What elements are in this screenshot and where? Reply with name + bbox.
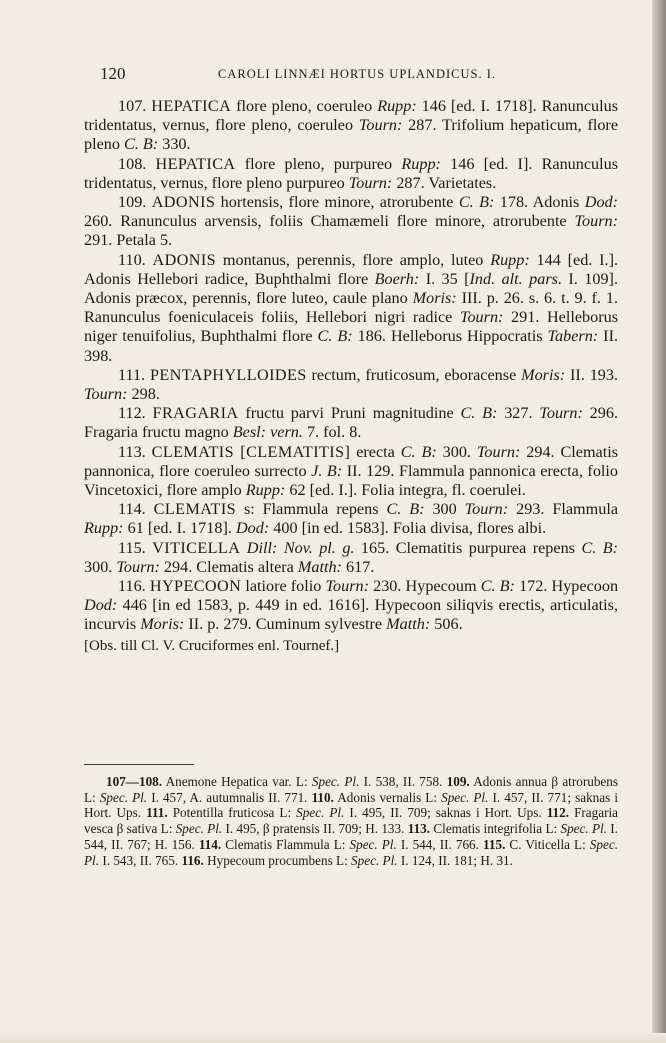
entry-text: II. 129. Flammula pannonica erecta, folio Vincetoxici, flore amplo	[84, 461, 618, 500]
citation: C. B:	[480, 577, 515, 596]
citation: Boerh:	[374, 269, 420, 288]
entry-description: flore pleno, purpureo	[244, 154, 393, 173]
citation: Rupp:	[84, 519, 124, 538]
entry-text: II. 193.	[565, 365, 619, 384]
citation: Tabern:	[547, 327, 599, 346]
citation: Dod:	[235, 519, 270, 538]
entry-text: II. p. 279. Cuminum sylvestre	[184, 615, 387, 634]
entry-description: rectum, fruticosum, eboracense	[311, 365, 517, 384]
footnote-number: 114.	[198, 836, 222, 852]
citation: C. B:	[124, 135, 159, 154]
entry-text: 291. Petala 5.	[84, 231, 173, 250]
entry-text: 61 [ed. I. 1718].	[123, 519, 236, 538]
entry-text: 287. Varietates.	[392, 173, 497, 192]
footnote-citation: Spec. Pl.	[311, 774, 360, 789]
entry-description: hortensis, flore minore, atrorubente	[220, 193, 454, 212]
citation: C. B:	[400, 442, 437, 461]
genus-name: ADONIS	[152, 250, 217, 269]
footnote-text: I. 543, II. 765.	[99, 852, 182, 868]
entry-text: 260. Ranunculus arvensis, foliis Chamæmeli flore minore, atrorubente	[84, 212, 575, 231]
footnote-number: 112.	[546, 805, 570, 821]
citation: C. B:	[386, 500, 425, 519]
citation: Tourn:	[574, 212, 618, 231]
citation: Tourn:	[459, 308, 504, 327]
genus-name: HEPATICA	[151, 97, 232, 115]
genus-name: CLEMATIS	[153, 500, 237, 519]
entry-description: fructu parvi Pruni magnitudine	[245, 404, 454, 423]
entry-109	[84, 193, 618, 251]
entry-116	[84, 577, 618, 635]
entry-text: II. 398.	[84, 327, 619, 365]
footnote-number: 110.	[311, 789, 334, 805]
entry-text: 62 [ed. I.]. Folia integra, fl. coerulei.	[285, 481, 526, 500]
entry-text: 293. Flammula	[508, 500, 619, 519]
citation: Tourn:	[116, 557, 160, 576]
citation: Moris:	[412, 289, 457, 308]
footnote-number: 109.	[446, 774, 470, 789]
entry-number: 110.	[118, 250, 146, 269]
entry-number: 116.	[118, 577, 146, 596]
citation: Tourn:	[539, 404, 583, 423]
footnote-number: 111.	[146, 805, 168, 821]
genus-name: ADONIS	[151, 193, 216, 212]
entry-text: 146 [ed. I]. Ranunculus tridentatus, vernus, flore pleno purpureo	[84, 154, 619, 192]
entry-number: 111.	[118, 365, 146, 384]
footnote-text: Clematis integrifolia L:	[430, 821, 561, 837]
citation: Dod:	[84, 596, 118, 615]
footnote-citation: Spec. Pl.	[84, 836, 618, 868]
entry-description: montanus, perennis, flore amplo, luteo	[222, 250, 484, 269]
entry-number: 112.	[118, 404, 146, 423]
entry-text: 178. Adonis	[494, 193, 585, 212]
running-title: CAROLI LINNÆI HORTUS UPLANDICUS. I.	[218, 67, 496, 81]
citation: Ind. alt. pars.	[469, 269, 562, 288]
citation: Tourn:	[476, 442, 521, 461]
entry-text: 446 [in ed 1583, p. 449 in ed. 1616]. Hypecoon siliqvis erectis, articulatis, incurvis	[84, 596, 618, 634]
entry-107	[84, 97, 618, 155]
entry-110	[84, 251, 618, 366]
footnote-text: I. 495, β pratensis II. 709; H. 133.	[222, 821, 408, 837]
citation: Rupp:	[377, 97, 417, 115]
entry-113	[84, 443, 618, 501]
footnote-text: I. 495, II. 709; saknas i Hort. Ups.	[344, 805, 547, 821]
footnote-text: I. 457, A. autumnalis II. 771.	[147, 789, 312, 805]
footnote-citation: Spec. Pl.	[175, 821, 223, 837]
genus-name: FRAGARIA	[152, 404, 239, 423]
citation: Besl: vern.	[232, 423, 303, 442]
footnote-text: Adonis vernalis L:	[333, 789, 442, 805]
genus-name: PENTAPHYLLOIDES	[149, 365, 307, 384]
footnote-citation: Spec. Pl.	[560, 821, 607, 837]
entry-text: 294. Clematis pannonica, flore coeruleo surrecto	[84, 442, 619, 480]
entry-text: 287. Trifolium hepaticum, flore pleno	[84, 116, 619, 154]
entry-text: 144 [ed. I.]. Adonis Hellebori radice, Buphthalmi flore	[84, 250, 619, 288]
citation: J. B:	[311, 461, 343, 480]
entry-text: 327.	[497, 404, 540, 423]
citation: Tourn:	[348, 173, 393, 192]
entry-115	[84, 539, 618, 577]
footnote-text: Adonis annua β atrorubens L:	[84, 774, 618, 805]
entry-number: 114.	[118, 500, 146, 519]
entry-number: 107.	[118, 97, 147, 115]
footnote-number: 116.	[181, 852, 204, 868]
footnote-citation: Spec. Pl.	[351, 852, 398, 868]
page-edge	[652, 0, 666, 1043]
footnote-citation: Spec. Pl.	[99, 789, 148, 805]
entry-text: 330.	[158, 135, 191, 154]
citation: Tourn:	[325, 577, 369, 596]
entry-text: 617.	[341, 557, 375, 576]
page-number: 120	[100, 64, 126, 83]
entry-text: 7. fol. 8.	[302, 423, 362, 442]
entry-text: 165. Clematitis purpurea repens	[354, 538, 582, 557]
citation: C. B:	[317, 327, 353, 346]
entry-number: 115.	[118, 538, 146, 557]
entry-text: 230. Hypecoum	[369, 577, 481, 596]
entry-text: 506.	[430, 615, 463, 634]
citation: Rupp:	[245, 481, 286, 500]
entry-text: 146 [ed. I. 1718]. Ranunculus tridentatus, vernus, flore pleno, coeruleo	[84, 97, 619, 135]
genus-name: HYPECOON	[149, 577, 242, 596]
entry-108	[84, 155, 618, 193]
entry-112	[84, 404, 618, 442]
entry-text: 296. Fragaria fructu magno	[84, 404, 618, 442]
entry-text: 291. Helleborus niger tenuifolius, Buphthalmi flore	[84, 308, 618, 346]
footnote-citation: Spec. Pl.	[349, 836, 397, 852]
citation: Matth:	[386, 615, 431, 634]
page-header	[100, 64, 608, 86]
entry-text: 172. Hypecoon	[514, 577, 619, 596]
entry-text: 294. Clematis altera	[159, 557, 298, 576]
footnote-text: I. 538, II. 758.	[359, 774, 447, 789]
genus-name: HEPATICA	[155, 154, 236, 173]
genus-name: VITICELLA	[152, 538, 241, 557]
footnote-text: I. 124, II. 181; H. 31.	[397, 852, 513, 868]
citation: Tourn:	[84, 385, 128, 404]
entry-description: latiore folio	[245, 577, 322, 596]
footnote-citation: Spec. Pl.	[441, 789, 489, 805]
entry-description: erecta	[356, 442, 395, 461]
entry-description: flore pleno, coeruleo	[236, 97, 373, 115]
footnote-text: Anemone Hepatica var. L:	[162, 774, 312, 789]
entry-text: 300.	[436, 442, 477, 461]
citation: Dill: Nov. pl. g.	[246, 538, 355, 557]
entry-111	[84, 366, 618, 404]
footnote-citation: Spec. Pl.	[296, 805, 345, 821]
entry-text: 400 [in ed. 1583]. Folia divisa, flores albi.	[269, 519, 547, 538]
entry-text: 300.	[84, 557, 117, 576]
footnote-text: Fragaria vesca β sativa L:	[84, 805, 618, 837]
entry-description: s: Flammula repens	[243, 500, 379, 519]
citation: Rupp:	[490, 250, 530, 269]
footnote-text: Hypecoum procumbens L:	[203, 852, 352, 868]
footnote-text: I. 544, II. 766.	[396, 836, 484, 852]
obs-note: [Obs. till Cl. V. Cruciformes enl. Tournef.]	[84, 637, 340, 654]
entry-number: 109.	[118, 193, 147, 212]
main-text	[84, 97, 618, 656]
entry-number: 108.	[118, 154, 147, 173]
footnote-number: 113.	[407, 821, 431, 837]
entry-text: III. p. 26. s. 6. t. 9. f. 1. Ranunculus foeniculaceis foliis, Hellebori nigri radice	[84, 289, 619, 327]
citation: C. B:	[458, 193, 495, 212]
entry-text: 298.	[127, 385, 160, 404]
citation: Moris:	[140, 615, 185, 634]
entry-text: I. 109]. Adonis præcox, perennis, flore luteo, caule plano	[84, 269, 618, 308]
entry-text: I. 35 [	[419, 269, 470, 288]
entry-text: 186. Helleborus Hippocratis	[352, 327, 548, 346]
footnote-rule	[84, 764, 194, 765]
citation: Dod:	[584, 193, 619, 212]
entry-text	[392, 155, 401, 173]
citation: Tourn:	[464, 500, 509, 519]
entry-text: 300	[424, 500, 465, 519]
footnote-number: 107—108.	[106, 774, 163, 789]
genus-name: CLEMATIS [CLEMATITIS]	[151, 442, 351, 461]
footnote-text: C. Viticella L:	[505, 836, 590, 852]
citation: Matth:	[297, 557, 342, 576]
citation: Rupp:	[401, 154, 441, 173]
citation: Tourn:	[358, 116, 403, 135]
entry-number: 113.	[118, 442, 146, 461]
footnote-text: Clematis Flammula L:	[221, 836, 350, 852]
citation: Moris:	[521, 365, 566, 384]
entry-114	[84, 500, 618, 538]
footnote-text: I. 457, II. 771; saknas i Hort. Ups.	[84, 789, 618, 821]
footnote-text: Potentilla fruticosa L:	[167, 805, 297, 821]
page-edge-bottom	[0, 1033, 666, 1043]
citation: C. B:	[581, 538, 619, 557]
footnotes	[84, 774, 618, 868]
footnote-text: I. 544, II. 767; H. 156.	[84, 821, 618, 852]
citation: C. B:	[460, 404, 498, 423]
entry-list	[84, 97, 618, 635]
footnote-number: 115.	[483, 836, 506, 852]
